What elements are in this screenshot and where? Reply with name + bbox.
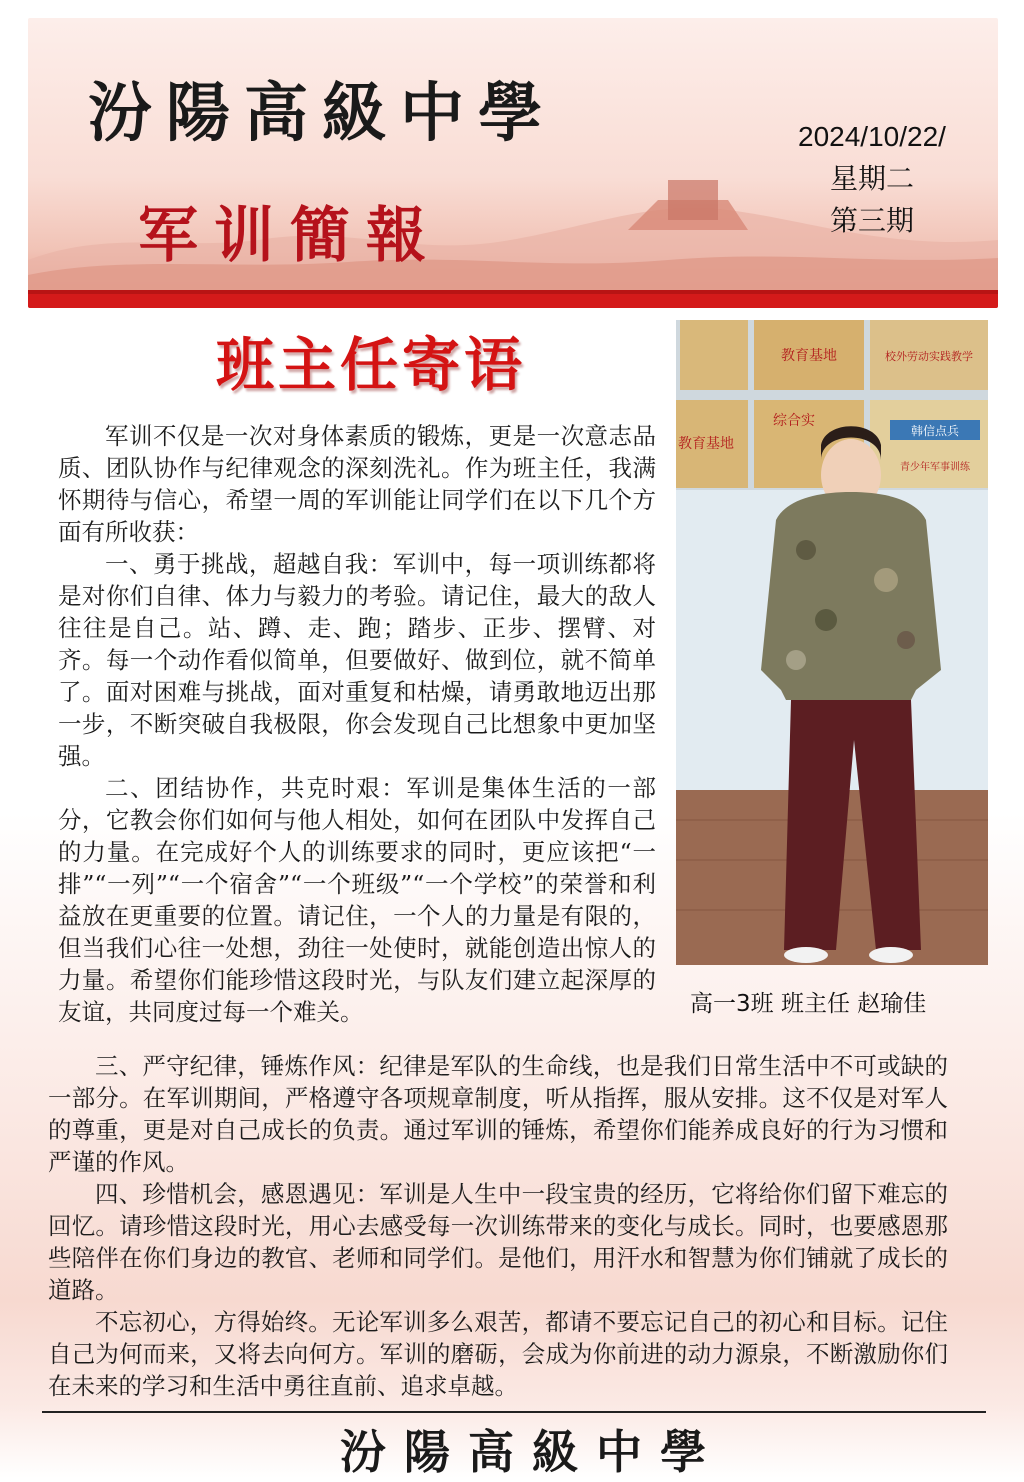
wall-sign-4: 校外劳动实践教学	[885, 350, 973, 363]
wall-sign-3: 教育基地	[678, 436, 734, 452]
wall-sign-1: 教育基地	[781, 348, 837, 364]
issue-info	[798, 116, 946, 242]
bulletin-title: 军训簡報	[138, 201, 442, 271]
issue-number: 第三期	[829, 205, 914, 236]
teacher-photo	[676, 320, 988, 965]
section-title: 班主任寄语	[216, 331, 527, 399]
message-paragraph-2: 二、团结协作，共克时艰：军训是集体生活的一部分，它教会你们如何与他人相处，如何在团队中发挥自己的力量。在完成好个人的训练要求的同时，更应该把“一排”“一列”“一个宿舍”“一个班级”“一个学校”的荣誉和利益放在更重要的位置。请记住，一个人的力量是有限的，但当我们心往一处想，劲往一处使时，就能创造出惊人的力量。希望你们能珍惜这段时光，与队友们建立起深厚的友谊，共同度过每一个难关。	[58, 774, 656, 1026]
header-banner	[28, 18, 998, 308]
wall-sign-2: 综合实	[773, 413, 815, 429]
footer-school-name: 汾陽高級中學	[340, 1425, 724, 1479]
header-divider-red	[28, 294, 998, 308]
teacher-photo-illustration	[676, 320, 988, 965]
issue-date: 2024/10/22/	[798, 121, 946, 152]
photo-caption: 高一3班 班主任 赵瑜佳	[690, 991, 927, 1017]
issue-weekday: 星期二	[829, 163, 914, 194]
message-paragraph-1: 一、勇于挑战，超越自我：军训中，每一项训练都将是对你们自律、体力与毅力的考验。请记住，最大的敌人往往是自己。站、蹲、走、跑；踏步、正步、摆臂、对齐。每一个动作看似简单，但要做好、做到位，就不简单了。面对困难与挑战，面对重复和枯燥，请勇敢地迈出那一步，不断突破自我极限，你会发现自己比想象中更加坚强。	[58, 550, 656, 770]
school-name-calligraphy: 汾陽高級中學	[88, 76, 556, 151]
wall-sign-6: 青少年军事训练	[900, 462, 970, 473]
message-paragraph-closing: 不忘初心，方得始终。无论军训多么艰苦，都请不要忘记自己的初心和目标。记住自己为何而来，又将去向何方。军训的磨砺，会成为你前进的动力源泉，不断激励你们在未来的学习和生活中勇往直前、追求卓越。	[48, 1308, 948, 1400]
message-paragraph-3: 三、严守纪律，锤炼作风：纪律是军队的生命线，也是我们日常生活中不可或缺的一部分。在军训期间，严格遵守各项规章制度，听从指挥，服从安排。这不仅是对军人的尊重，更是对自己成长的负责。通过军训的锤炼，希望你们能养成良好的行为习惯和严谨的作风。	[48, 1052, 948, 1176]
wall-sign-5: 韩信点兵	[910, 424, 960, 438]
message-body-narrow	[58, 420, 656, 1028]
message-paragraph-4: 四、珍惜机会，感恩遇见：军训是人生中一段宝贵的经历，它将给你们留下难忘的回忆。请珍惜这段时光，用心去感受每一次训练带来的变化与成长。同时，也要感恩那些陪伴在你们身边的教官、老师和同学们。是他们，用汗水和智慧为你们铺就了成长的道路。	[48, 1180, 948, 1304]
footer-divider	[42, 1411, 986, 1413]
message-paragraph-intro: 军训不仅是一次对身体素质的锻炼，更是一次意志品质、团队协作与纪律观念的深刻洗礼。作为班主任，我满怀期待与信心，希望一周的军训能让同学们在以下几个方面有所收获：	[58, 422, 656, 546]
message-body-wide	[48, 1050, 948, 1402]
